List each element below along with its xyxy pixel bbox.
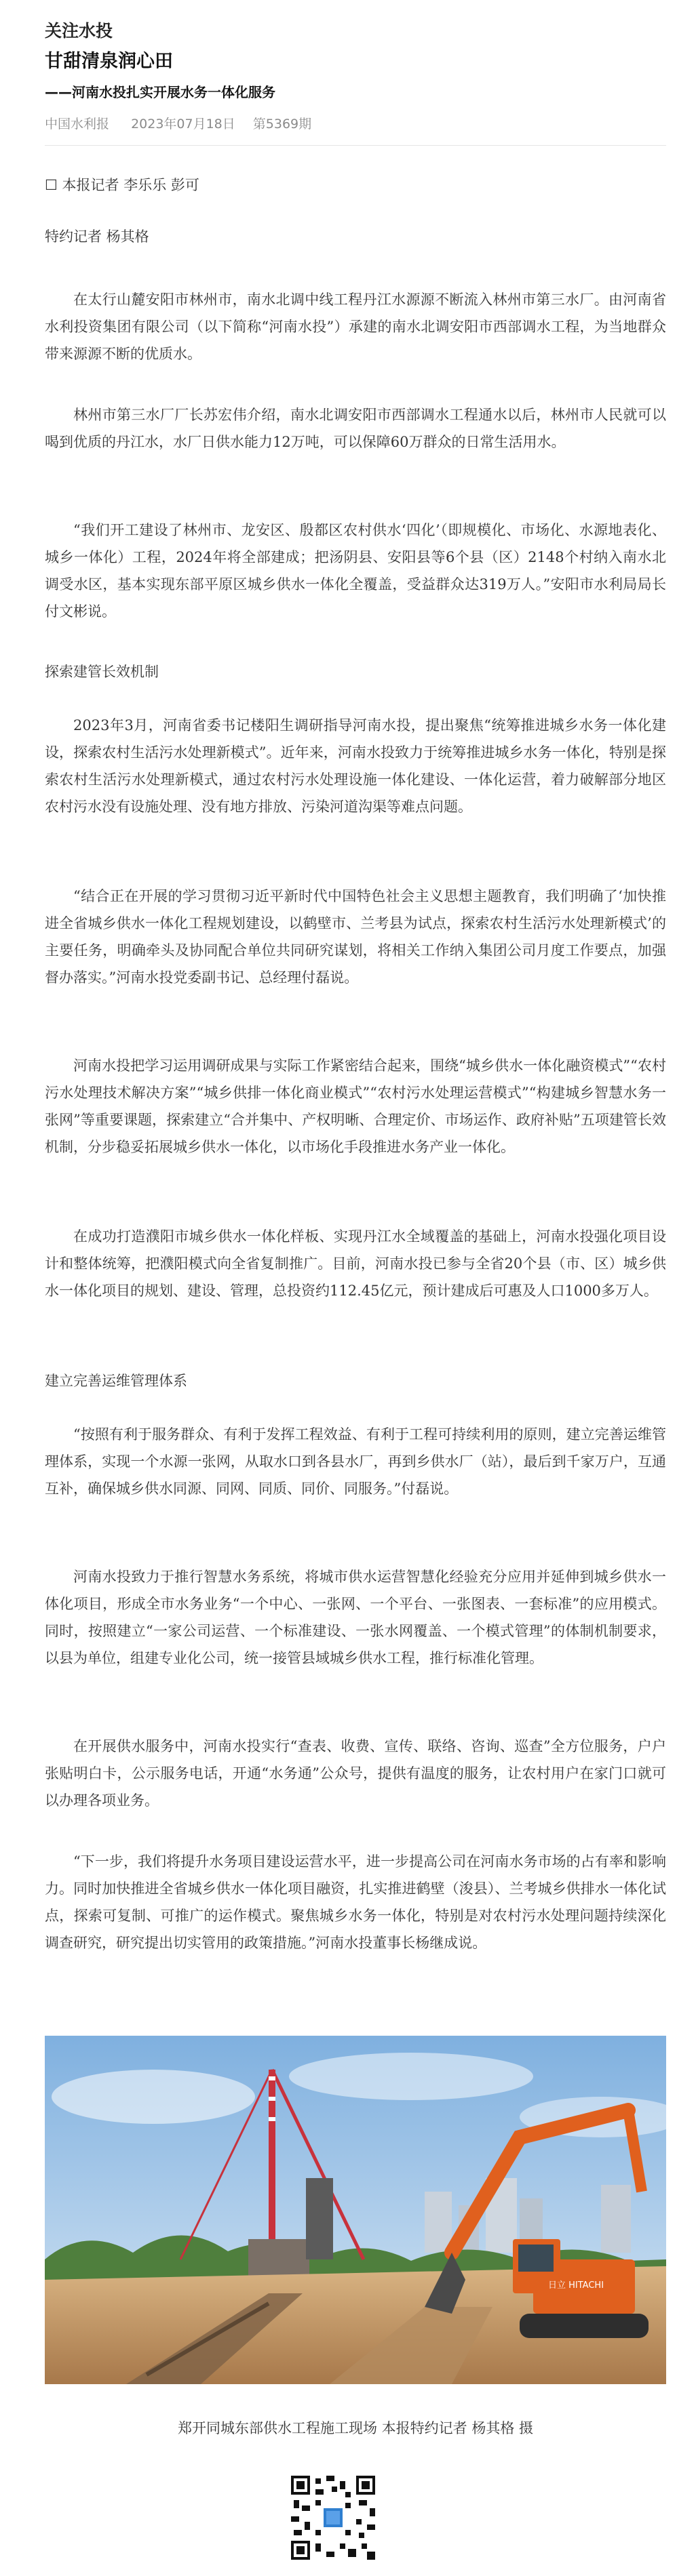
paragraph-mechanism-3: 河南水投把学习运用调研成果与实际工作紧密结合起来，围绕“城乡供水一体化融资模式”“农村污水处理技术解决方案”“城乡供排一体化商业模式”“农村污水处理运营模式”“构建城乡智慧水务一张网”等重要课题，探索建立“合并集中、产权明晰、合理定价、市场运作、政府补贴”五项建管长效机制，分步稳妥拓展城乡供水一体化，以市场化手段推进水务产业一体化。: [45, 1058, 666, 1155]
qr-code[interactable]: [288, 2473, 378, 2562]
reporter-box-icon: ☐: [45, 177, 58, 193]
paragraph-operation-3: 在开展供水服务中，河南水投实行“查表、收费、宣传、联络、咨询、巡查”全方位服务，户户张贴明白卡，公示服务电话，开通“水务通”公众号，提供有温度的服务，让农村用户在家门口就可以办理各项业务。: [45, 1738, 666, 1809]
article-meta: [45, 114, 329, 132]
photo-caption: 郑开同城东部供水工程施工现场 本报特约记者 杨其格 摄: [177, 2420, 534, 2436]
reporter-line: [45, 172, 666, 198]
construction-scene: [45, 2036, 666, 2384]
construction-photo[interactable]: [45, 2036, 666, 2384]
publish-date: 2023年07月18日: [131, 117, 235, 132]
article-subtitle: ——河南水投扎实开展水务一体化服务: [45, 84, 275, 100]
paragraph-intro-1: 在太行山麓安阳市林州市，南水北调中线工程丹江水源源不断流入林州市第三水厂。由河南省水利投资集团有限公司（以下简称“河南水投”）承建的南水北调安阳市西部调水工程，为当地群众带来源源不断的优质水。: [45, 291, 666, 362]
section-heading-mechanism: 探索建管长效机制: [45, 664, 159, 680]
paragraph-mechanism-1: 2023年3月，河南省委书记楼阳生调研指导河南水投，提出聚焦“统筹推进城乡水务一体化建设，探索农村生活污水处理新模式”。近年来，河南水投致力于统筹推进城乡水务一体化，特别是探索农村生活污水处理新模式，通过农村污水处理设施一体化建设、一体化运营，着力破解部分地区农村污水没有设施处理、没有地方排放、污染河道沟渠等难点问题。: [45, 717, 666, 815]
excavator-brand-label: 日立 HITACHI: [548, 2280, 604, 2291]
paragraph-intro-3: “我们开工建设了林州市、龙安区、殷都区农村供水‘四化’（即规模化、市场化、水源地表化、城乡一体化）工程，2024年将全部建成；把汤阴县、安阳县等6个县（区）2148个村纳入南水北调受水区，基本实现东部平原区城乡供水一体化全覆盖，受益群众达319万人。”安阳市水利局局长付文彬说。: [45, 522, 666, 620]
header-divider: [45, 145, 666, 146]
paragraph-operation-2: 河南水投致力于推行智慧水务系统，将城市供水运营智慧化经验充分应用并延伸到城乡供水一体化项目，形成全市水务业务“一个中心、一张网、一个平台、一张图表、一套标准”的应用模式。同时，按照建立“一家公司运营、一个标准建设、一张水网覆盖、一个模式管理”的体制机制要求，以县为单位，组建专业化公司，统一接管县域城乡供水工程，推行标准化管理。: [45, 1569, 666, 1666]
paragraph-mechanism-2: “结合正在开展的学习贯彻习近平新时代中国特色社会主义思想主题教育，我们明确了‘加快推进全省城乡供水一体化工程规划建设，以鹤壁市、兰考县为试点，探索农村生活污水处理新模式’的主要任务，明确牵头及协同配合单位共同研究谋划，将相关工作纳入集团公司月度工作要点，加强督办落实。”河南水投党委副书记、总经理付磊说。: [45, 888, 666, 986]
paragraph-mechanism-4: 在成功打造濮阳市城乡供水一体化样板、实现丹江水全域覆盖的基础上，河南水投强化项目设计和整体统筹，把濮阳模式向全省复制推广。目前，河南水投已参与全省20个县（市、区）城乡供水一体化项目的规划、建设、管理，总投资约112.45亿元，预计建成后可惠及人口1000多万人。: [45, 1228, 666, 1299]
paragraph-intro-2: 林州市第三水厂厂长苏宏伟介绍，南水北调安阳市西部调水工程通水以后，林州市人民就可以喝到优质的丹江水，水厂日供水能力12万吨，可以保障60万群众的日常生活用水。: [45, 407, 666, 450]
qr-code-graphic: [288, 2473, 378, 2562]
paragraph-operation-1: “按照有利于服务群众、有利于发挥工程效益、有利于工程可持续利用的原则，建立完善运维管理体系，实现一个水源一张网，从取水口到各县水厂，再到乡供水厂（站），最后到千家万户，互通互补，确保城乡供水同源、同网、同质、同价、同服务。”付磊说。: [45, 1426, 666, 1497]
issue-number: 第5369期: [252, 117, 312, 132]
special-reporter-line: 特约记者 杨其格: [45, 228, 149, 245]
section-heading-operation: 建立完善运维管理体系: [45, 1373, 187, 1389]
source-name: 中国水利报: [45, 117, 110, 132]
article-title: 甘甜清泉润心田: [45, 51, 173, 72]
reporter-names: 本报记者 李乐乐 彭可: [62, 177, 199, 193]
paragraph-operation-4: “下一步，我们将提升水务项目建设运营水平，进一步提高公司在河南水务市场的占有率和影响力。同时加快推进全省城乡供水一体化项目融资，扎实推进鹤壁（浚县）、兰考城乡供排水一体化试点，探索可复制、可推广的运作模式。聚焦城乡水务一体化，特别是对农村污水处理问题持续深化调查研究，研究提出切实管用的政策措施。”河南水投董事长杨继成说。: [45, 1853, 666, 1951]
section-tag[interactable]: 关注水投: [45, 21, 113, 41]
